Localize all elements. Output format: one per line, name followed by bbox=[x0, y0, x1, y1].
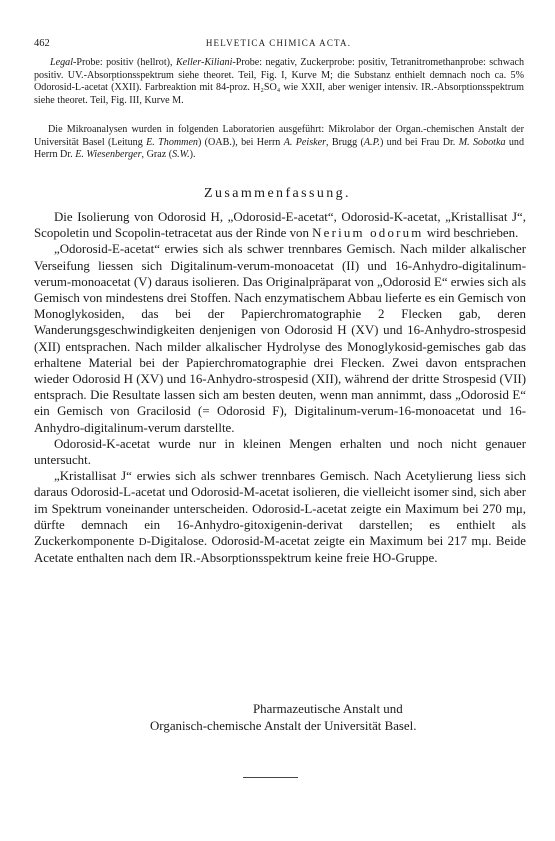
person-name: A. Peisker bbox=[283, 136, 327, 148]
affiliation-line-1: Pharmazeutische Anstalt und bbox=[253, 702, 403, 716]
microanalysis-text: ). bbox=[189, 149, 196, 160]
summary-text: „Kristallisat J“ erwies sich als schwer trennbares Gemisch. Nach Acetylierung liess sich daraus Odorosid-L-acetat und Odorosid-M-acetat isolieren, die vielleicht isomer sind, sich aber im Spektrum voneinander unterscheiden. Odorosid-L-acetat zeigte ein Maximum bei 270 mμ, dürfte demnach ein 16-Anhydro-gitoxigenin-derivat darstellen; es enthielt als Zuckerkomponente bbox=[34, 469, 526, 549]
summary-body bbox=[34, 209, 526, 566]
probe-results-paragraph bbox=[34, 57, 524, 107]
small-caps-d: D bbox=[138, 536, 147, 549]
microanalysis-note bbox=[34, 124, 524, 162]
plant-name: Nerium odorum bbox=[312, 226, 424, 241]
lab-abbreviation: S.W. bbox=[172, 149, 190, 160]
summary-text: wird beschrieben. bbox=[423, 226, 519, 241]
end-rule bbox=[243, 777, 298, 778]
legal-probe-label: Legal bbox=[50, 57, 73, 68]
microanalysis-text: ) (OAB.), bei Herrn bbox=[197, 136, 284, 148]
summary-paragraph-1 bbox=[34, 209, 526, 241]
person-name: E. Thommen bbox=[146, 136, 198, 148]
person-name: E. Wiesenberger bbox=[75, 149, 142, 160]
summary-text: -Digitalose. Odorosid-M-acetat zeigte ein Maximum bei 217 mμ. Beide Acetate enthalten nach dem IR.-Absorptionsspektrum keine freie HO-Gruppe. bbox=[34, 534, 526, 566]
lab-abbreviation: A.P. bbox=[363, 136, 380, 148]
affiliation-line-2: Organisch-chemische Anstalt der Universität Basel. bbox=[150, 718, 417, 733]
summary-paragraph-3: Odorosid-K-acetat wurde nur in kleinen Mengen erhalten und noch nicht genauer untersucht. bbox=[34, 436, 526, 468]
section-title: Zusammenfassung. bbox=[204, 186, 351, 201]
microanalysis-text: , Graz ( bbox=[141, 149, 173, 160]
microanalysis-text: und Herrn Dr. bbox=[34, 136, 524, 160]
running-head bbox=[34, 38, 523, 52]
journal-title: HELVETICA CHIMICA ACTA. bbox=[205, 38, 352, 48]
probe-results-text: -Probe: negativ, Zuckerprobe: positiv, Tetranitromethanprobe: schwach positiv. UV.-Absorptionsspektrum siehe theoret. Teil, Fig. I, Kurve M; die Substanz enthielt demnach noch ca. 5% Odorosid-L-acetat (XXII). Farbreaktion mit 84-proz. H₂SO₄ wie XXII, aber weniger intensiv. IR.-Absorptionsspektrum siehe theoret. Teil, Fig. III, Kurve M. bbox=[34, 57, 524, 106]
legal-probe-text: -Probe: positiv (hellrot), bbox=[73, 57, 176, 68]
summary-paragraph-4 bbox=[34, 468, 526, 566]
microanalysis-text: Die Mikroanalysen wurden in folgenden Laboratorien ausgeführt: Mikrolabor der Organ.-chemischen Anstalt der Universität Basel (Leitung bbox=[34, 124, 524, 148]
summary-text: Die Isolierung von Odorosid H, „Odorosid-E-acetat“, Odorosid-K-acetat, „Kristallisat J“, Scopoletin und Scopolin-tetracetat aus der Rinde von bbox=[34, 210, 526, 241]
microanalysis-text: ) und bei Frau Dr. bbox=[379, 136, 459, 148]
person-name: M. Sobotka bbox=[458, 136, 506, 148]
microanalysis-text: , Brugg ( bbox=[326, 136, 364, 148]
affiliation bbox=[150, 701, 530, 734]
page-number: 462 bbox=[34, 38, 50, 49]
keller-kiliani-label: Keller-Kiliani bbox=[175, 57, 233, 68]
summary-paragraph-2: „Odorosid-E-acetat“ erwies sich als schwer trennbares Gemisch. Nach milder alkalischer Verseifung liessen sich Digitalinum-verum-monoacetat (II) und 16-Anhydro-digitalinum-verum-monoacetat (V) daraus isolieren. Das Originalpräparat von „Odorosid E“ erwies sich als Gemisch von mindestens drei Stoffen. Nach enzymatischem Abbau lieferte es ein Gemisch von Monoglykosiden, das bei der Papierchromatographie 2 Flecken gab, deren Wanderungsgeschwindigkeiten denjenigen von Odorosid H (XV) und 16-Anhydro-strospesid (XII) entsprachen. Nach milder alkalischer Hydrolyse des Monoglykosid-gemisches gab das erhaltene Material bei der Papierchromatographie drei Flecken. Zwei davon entsprachen wieder Odorosid H (XV) und 16-Anhydro-strospesid (XII), während der dritte Strospesid (VII) entsprach. Die Resultate lassen sich am besten deuten, wenn man annimmt, dass „Odorosid E“ ein Gemisch von Gracilosid (= Odorosid F), Digitalinum-verum-16-monoacetat und 16-Anhydro-digitalinum-verum darstellte. bbox=[34, 242, 526, 435]
